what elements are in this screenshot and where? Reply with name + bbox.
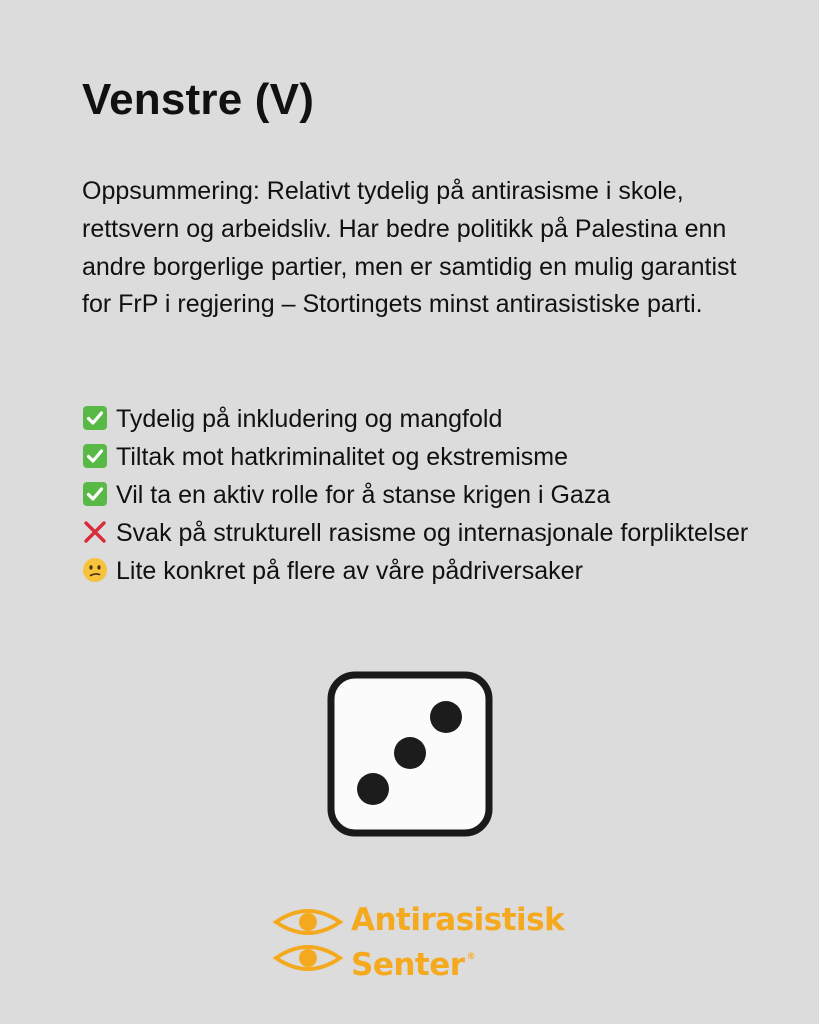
summary-text: Oppsummering: Relativt tydelig på antirasisme i skole, rettsvern og arbeidsliv. Har bedre politikk på Palestina enn andre borgerlige partier, men er samtidig en mulig garantist for FrP i regjering – Stortingets minst antirasistiske parti. [82, 177, 737, 319]
logo [272, 900, 565, 984]
page-title: Venstre (V) [82, 75, 315, 124]
registered-mark: ® [466, 952, 476, 962]
die-three-icon [327, 671, 493, 837]
list-item-text: Svak på strukturell rasisme og internasjonale forpliktelser [116, 519, 749, 547]
check-icon [82, 443, 108, 469]
list-item [82, 514, 752, 552]
list-item-text: Lite konkret på flere av våre pådriversaker [116, 557, 583, 585]
logo-line2: Senter [351, 947, 465, 983]
confused-face-icon [82, 557, 108, 583]
check-icon [82, 481, 108, 507]
list-item [82, 438, 752, 476]
logo-line1: Antirasistisk [351, 902, 565, 938]
list-item [82, 400, 752, 438]
evaluation-list [82, 400, 752, 590]
cross-icon [82, 519, 108, 545]
list-item-text: Tiltak mot hatkriminalitet og ekstremisme [116, 443, 568, 471]
check-icon [82, 405, 108, 431]
eyes-logo-icon [272, 902, 344, 980]
list-item [82, 476, 752, 514]
list-item-text: Tydelig på inkludering og mangfold [116, 405, 503, 433]
logo-wordmark [351, 902, 564, 984]
list-item-text: Vil ta en aktiv rolle for å stanse krigen i Gaza [116, 481, 611, 509]
list-item [82, 552, 752, 590]
